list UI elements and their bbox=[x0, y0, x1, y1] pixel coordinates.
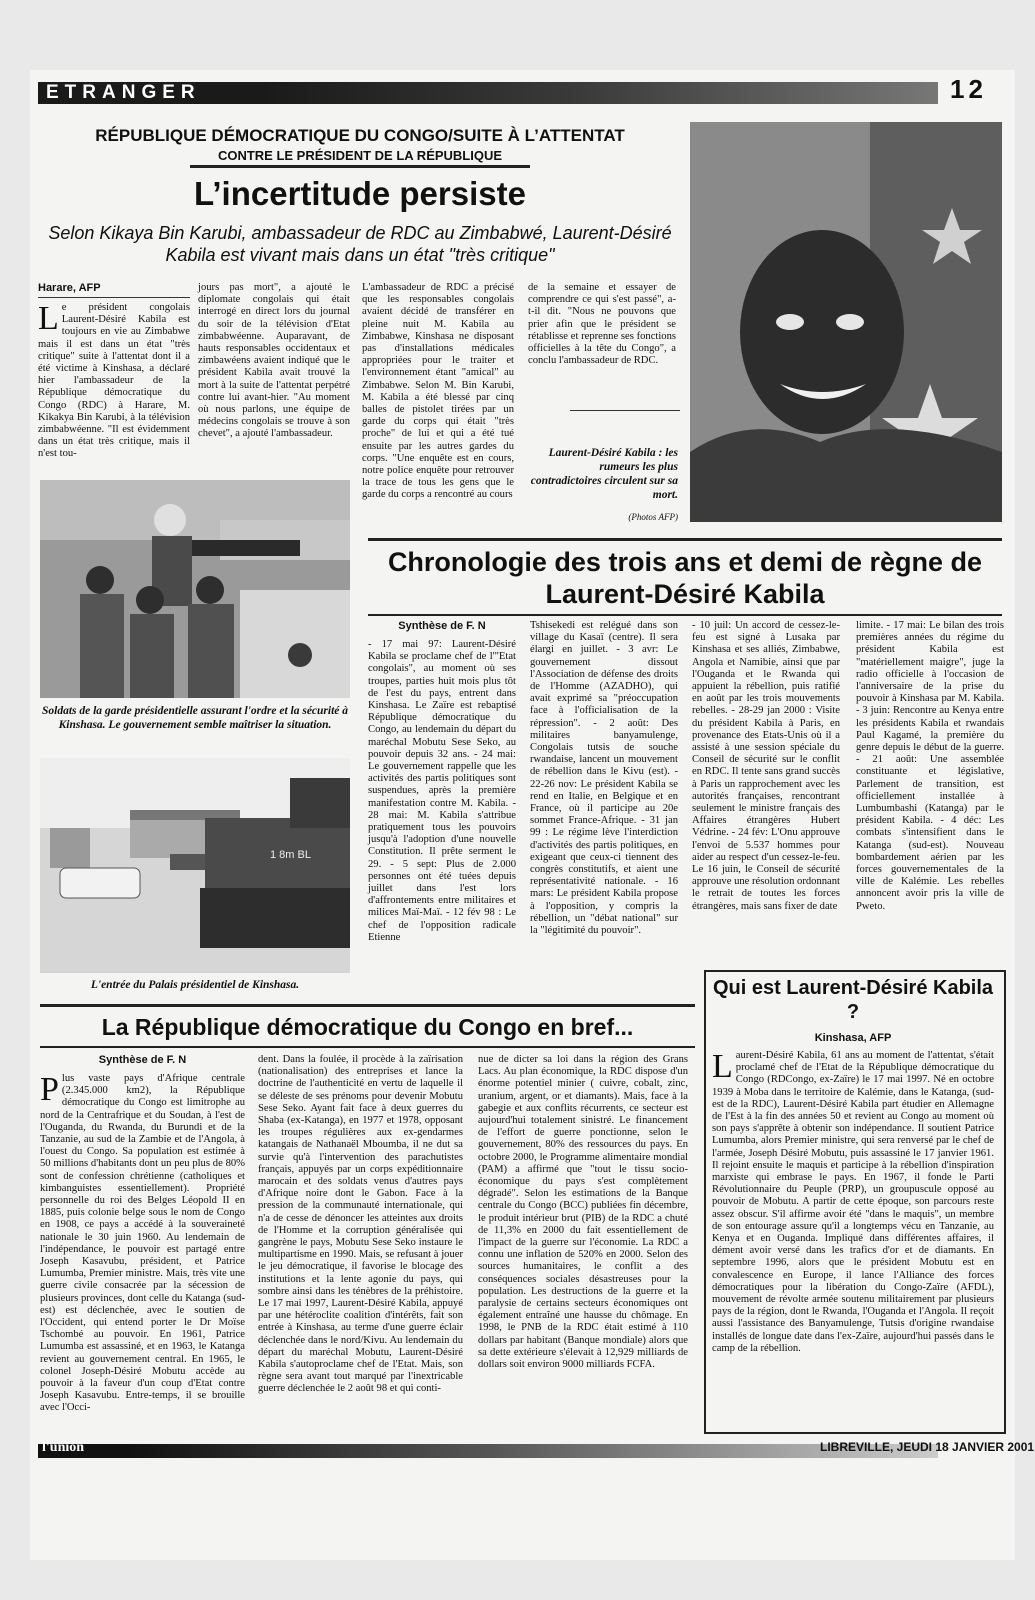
palace-photo bbox=[40, 758, 350, 973]
lead-column-4: de la semaine et essayer de comprendre ce qui s'est passé", a-t-il dit. "Nous ne pouvons que prier afin que le président se rétablisse et reprenne ses fonctions officielles à la tête du Congo", a conclu l'ambassadeur de RDC. bbox=[528, 282, 676, 367]
kabila-portrait-photo bbox=[690, 122, 1002, 522]
profile-dropcap: L bbox=[712, 1048, 733, 1085]
footer-bar bbox=[38, 1444, 938, 1458]
chronology-top-rule bbox=[368, 538, 1002, 541]
rdc-column-2: dent. Dans la foulée, il procède à la zaïrisation (nationalisation) des entreprises et lance la doctrine de l'authenticité en vertu de laquelle il se déleste de ses prénoms pour devenir Mobutu Sese Seko. Ayant fait face à deux guerres du Shaba (ex-Katanga), en 1977 et 1978, opposant les troupes régulières aux ex-gendarmes katangais de Nathanaël Mboumba, il ne dut sa survie qu'à l'intervention des parachutistes français, appuyés par un corps expéditionnaire marocain et des soldats venus d'autres pays d'Afrique noire dont le Gabon. Face à la pression de la communauté internationale, qui n'a de cesse de dénoncer les atteintes aux droits de l'Homme et la corruption généralisée qui gangrène le pays, Mobutu Sese Seko instaure le multipartisme en 1990. Mais, se refusant à jouer le jeu démocratique, il favorise le blocage des institutions et la lente agonie du pays, qui sombre ainsi dans les ténèbres de la préhistoire. Le 17 mai 1997, Laurent-Désiré Kabila, appuyé par une hétéroclite coalition d'intérêts, fait son entrée à Kinshasa, au terme d'une guerre éclair déclenchée dans le nord/Kivu. Au lendemain du départ du maréchal Mobutu, Laurent-Désiré Kabila s'autoproclame chef de l'Etat. Mais, son règne sera avant tout marqué par l'inextricable guerre déclenchée le 2 août 98 et qui conti- bbox=[258, 1054, 463, 1395]
profile-title: Qui est Laurent-Désiré Kabila ? bbox=[712, 977, 994, 1023]
page-number: 12 bbox=[950, 74, 987, 104]
lead-column-2: jours pas mort", a ajouté le diplomate congolais qui était interrogé en direct lors du journal du soir de la télévision d'Etat zimbabwéenne. Auparavant, de hauts responsables occidentaux et zimbawéens avaient indiqué que le président Kabila avait trouvé la mort à la suite de l'attentat perpétré contre lui avant-hier. "Au moment où nous parlons, une équipe de médecins congolais se trouve à son chevet", a ajouté l'ambassadeur. bbox=[198, 282, 350, 440]
rdc-dropcap: P bbox=[40, 1071, 59, 1108]
soldiers-illustration bbox=[40, 480, 350, 698]
palace-illustration bbox=[40, 758, 350, 973]
chronology-byline: Synthèse de F. N bbox=[398, 620, 486, 632]
lead-headline: L’incertitude persiste bbox=[194, 175, 526, 212]
section-label: ETRANGER bbox=[46, 82, 201, 103]
profile-text: aurent-Désiré Kabila, 61 ans au moment de l'attentat, s'était proclamé chef de l'Etat de la République démocratique du Congo (RDCongo, ex-Zaïre) le 17 mai 1997. Né en octobre 1939 à Moba dans le territoire de Kalémie, dans le Katanga, (sud-est de la RDC), Laurent-Désiré Kabila part étudier en Allemagne de l'Est à la fin des années 50 et revient au Congo au moment où son pays s'apprête à obtenir son indépendance. Il soutient Patrice Lumumba, alors Premier ministre, qui sera renversé par le chef de l'armée, Joseph Désiré Mobutu, puis assassiné le 17 janvier 1961. Il rejoint ensuite le maquis et participe à la rébellion d'inspiration marxiste qui embrase le pays. En 1967, il fonde le Parti Révolutionnaire du Peuple (PRP), un groupuscule opposé au pouvoir de Mobutu. A partir de cette époque, son parcours reste assez obscur. S'il affirme avoir été "dans le maquis", un membre de son entourage assure qu'il a longtemps vécu en Tanzanie, au Kenya et en Ouganda. Impliqué dans différentes affaires, il dément avoir versé dans les trafics d'or et de diamants. En septembre 1996, alors que le président Mobutu est en convalescence en Europe, il lance l'Alliance des forces démocratiques pour la libération du Congo-Zaïre (AFDL), mouvement de révolte armée soutenu militairement par plusieurs pays de la région, dont le Rwanda, l'Ouganda et l'Angola. Il reçoit aussi l'assistance des Banyamulenge, Tutsis d'origine rwandaise installés de longue date dans l'ex-Zaïre, aujourd'hui passés dans le camp de la rébellion. bbox=[712, 1050, 994, 1354]
soldiers-caption: Soldats de la garde présidentielle assurant l'ordre et la sécurité à Kinshasa. Le gouvernement semble maîtriser la situation. bbox=[41, 705, 349, 731]
chronology-rule bbox=[368, 614, 1002, 616]
rdc-rule bbox=[40, 1046, 695, 1048]
footer-date: LIBREVILLE, JEUDI 18 JANVIER 2001 bbox=[820, 1440, 1035, 1454]
lead-dateline: Harare, AFP bbox=[38, 282, 190, 298]
chronology-column-1 bbox=[368, 620, 516, 944]
soldiers-photo bbox=[40, 480, 350, 698]
lead-col1-text: e président congolais Laurent-Désiré Kabila est toujours en vie au Zimbabwe mais il est dans un état "très critique" suite à l'attentat dont il a été victime à Kinshasa, a déclaré hier l'ambassadeur de la République démocratique du Congo (RDC) à Harare, M. Kikakya Bin Karubi, à la télévision zimbabwéenne. "Il est évidemment dans un état très critique, mais il n'est tou- bbox=[38, 302, 190, 460]
rdc-title: La République démocratique du Congo en bref... bbox=[101, 1014, 634, 1040]
palace-caption: L'entrée du Palais présidentiel de Kinshasa. bbox=[90, 979, 300, 991]
rdc-column-1 bbox=[40, 1054, 245, 1415]
rdc-byline: Synthèse de F. N bbox=[98, 1054, 187, 1066]
rdc-top-rule bbox=[40, 1004, 695, 1007]
column-rule bbox=[570, 410, 680, 411]
chronology-column-2: Tshisekedi est relégué dans son village du Kasaï (centre). Il sera élargi en juillet. - 3 avr: Le gouvernement dissout l'Association de défense des droits de l'Homme (AZADHO), qui avait exprimé sa "préoccupation face à l'officialisation de la répression". - 2 août: Des militaires banyamulenge, Congolais tutsis de souche rwandaise, lancent un mouvement de rébellion dans le Kivu (est). - 22-26 nov: Le président Kabila se rend en Italie, en Belgique et en France, où il participe au 20e sommet France-Afrique. - 31 jan 99 : Le régime lève l'interdiction d'activités des partis politiques, en exigeant que ceux-ci tiennent des congrès constitutifs, et aient une représentativité nationale. - 16 mars: Le président Kabila propose à l'opposition, y compris la rébellion, un "débat national" sur la "légitimité du pouvoir". bbox=[530, 620, 678, 937]
chronology-column-3: - 10 juil: Un accord de cessez-le-feu est signé à Lusaka par Kinshasa et ses alliés, Zimbabwe, Angola et Namibie, ainsi que par l'Ouganda et le Rwanda qui appuient la rébellion, puis ratifié en août par les trois mouvements rebelles. - 28-29 jan 2000 : Visite du président Kabila à Paris, en provenance des Etats-Unis où il a assisté à une session spéciale du Conseil de sécurité sur le conflit en RDC. Il tente sans grand succès à Paris un rapprochement avec les autorités françaises, rencontrant seulement le ministre français des Affaires étrangères Hubert Védrine. - 24 fév: L'Onu approuve l'envoi de 5.537 hommes pour aider au respect d'un cessez-le-feu. Le 16 juin, le Conseil de sécurité approuve une résolution ordonnant le retrait de toutes les forces étrangères, mais sans fixer de date bbox=[692, 620, 840, 912]
lead-dropcap: L bbox=[38, 300, 59, 337]
portrait-caption: Laurent-Désiré Kabila : les rumeurs les plus contradictoires circulent sur sa mort. bbox=[530, 447, 678, 501]
lead-kicker-line2: CONTRE LE PRÉSIDENT DE LA RÉPUBLIQUE bbox=[190, 148, 530, 168]
lead-column-3: L'ambassadeur de RDC a précisé que les responsables congolais avaient décidé de transférer en pleine nuit M. Kabila au Zimbabwe, Kinshasa ne disposant pas d'installations médicales appropriées pour le traiter et l'environnement étant "amical" au Zimbabwe. Selon M. Bin Karubi, M. Kabila a été blessé par cinq balles de pistolet tirées par un garde du corps qui était "très proche" de lui et qui a été tué ensuite par les autres gardes du corps. "Une enquête est en cours, notre police enquête pour retrouver la trace de tous les gens que le garde du corps a rencontré au cours bbox=[362, 282, 514, 501]
chronology-column-4: limite. - 17 mai: Le bilan des trois premières années du régime du président Kabila est "matériellement maigre", juge la radio officielle à l'occasion de l'anniversaire de la prise du pouvoir à Kinshasa par M. Kabila. - 3 juin: Rencontre au Kenya entre les présidents Kabila et rwandais Paul Kagamé, la première du genre depuis le début de la guerre. - 21 août: Une assemblée constituante et législative, Parlement de transition, est officiellement installée à Lumbumbashi (Katanga) par le président Kabila. - 4 déc: Les combats s'intensifient dans le Katanga (sud-est). Nouveau bombardement aérien par les forces gouvernementales de la ville de Kalémie. Les rebelles annoncent avoir pris la ville de Pweto. bbox=[856, 620, 1004, 912]
lead-column-1 bbox=[38, 282, 190, 461]
lead-deck: Selon Kikaya Bin Karubi, ambassadeur de RDC au Zimbabwé, Laurent-Désiré Kabila est vivant mais dans un état "très critique" bbox=[48, 223, 672, 265]
chronology-col1-text: - 17 mai 97: Laurent-Désiré Kabila se proclame chef de l'"Etat congolais", au moment où ses troupes, parties huit mois plus tôt de l'est du pays, entrent dans Kinshasa. Le Zaïre est rebaptisé République démocratique du Congo, au lendemain du départ du maréchal Mobutu Sese Seko, au pouvoir depuis 32 ans. - 24 mai: Le gouvernement rappelle que les activités des partis politiques sont suspendues, après la première manifestation contre M. Kabila. - 28 mai: M. Kabila s'attribue pratiquement tous les pouvoirs jusqu'à l'adoption d'une nouvelle Constitution. Il prête serment le 29. - 5 sept: Plus de 2.000 personnes ont été tuées depuis juillet dans l'est lors d'affrontements entre militaires et milices Maï-Maï. - 12 fév 98 : Le chef de l'opposition radicale Etienne bbox=[368, 639, 516, 943]
lead-kicker: RÉPUBLIQUE DÉMOCRATIQUE DU CONGO/SUITE À L’ATTENTAT bbox=[95, 126, 625, 145]
photo-credit: (Photos AFP) bbox=[628, 512, 678, 522]
footer-brand: l'union bbox=[42, 1440, 85, 1455]
portrait-illustration bbox=[690, 122, 1002, 522]
rdc-col1-text: lus vaste pays d'Afrique centrale (2.345.000 km2), la République démocratique du Congo est limitrophe au nord de la Centrafrique et du Soudan, à l'est de l'Ouganda, du Rwanda, du Burundi et de la Tanzanie, au sud de la Zambie et de l'Angola, à l'ouest du Congo. Sa population est estimée à 50 millions d'habitants dont un peu plus de 80% sont de confession chrétienne (catholiques et kimbanguistes essentiellement). Propriété personnelle du roi des Belges Léopold II en 1885, puis colonie belge sous le nom de Congo en 1908, ce pays a accédé à la souveraineté nationale le 30 juin 1960. Au lendemain de l'indépendance, le pouvoir est partagé entre Joseph Kasavubu, président, et Patrice Lumumba, Premier ministre. Mais, très vite une guerre civile consacrée par la sécession de plusieurs provinces, dont celle du Katanga (sud-est) est déclenchée, avec le soutien de l'Occident, qui entend porter le Dr Moïse Tschombé au pouvoir. En 1961, Patrice Lumumba est assassiné, et en 1963, le Katanga revient au gouvernement central. En 1965, le colonel Joseph-Désiré Mobutu accède au pouvoir à la faveur d'un coup d'Etat contre Joseph Kasavubu. Entre-temps, il se brouille avec l'Occi- bbox=[40, 1073, 245, 1414]
chronology-title: Chronologie des trois ans et demi de règne de Laurent-Désiré Kabila bbox=[387, 547, 983, 609]
tank-marking: 1 8m BL bbox=[270, 849, 311, 861]
profile-dateline: Kinshasa, AFP bbox=[814, 1032, 892, 1044]
profile-text-block bbox=[712, 1050, 994, 1355]
rdc-column-3: nue de dicter sa loi dans la région des Grans Lacs. Au plan économique, la RDC dispose d'un énorme potentiel minier ( cuivre, cobalt, zinc, uranium, argent, or et diamants). Mais, face à la gabegie et aux conflits récurrents, ce secteur est aujourd'hui totalement sinistré. Le financement de l'effort de guerre ponctionne, selon le gouvernement, 80% des ressources du pays. En octobre 2000, le Programme alimentaire mondial (PAM) a affirmé que "tout le tissu socio-économique du pays s'est complètement dégradé". Selon les estimations de la Banque centrale du Congo (BCC) publiées fin décembre, le produit intérieur brut (PIB) de la RDC a chuté de 11,3% en 2000 du fait essentiellement de l'impact de la guerre sur l'économie. La RDC a connu une inflation de 520% en 2000. Selon des sources humanitaires, le conflit a des conséquences sociales désastreuses pour la population. Les destructions de la guerre et la paralysie de certains secteurs économiques ont également entraîné une hausse du chômage. En 1998, le PNB de la RDC était estimé à 110 dollars par habitant (Banque mondiale) alors que sa dette extérieure s'élevait à 12,929 milliards de dollars soit environ 9000 milliards FCFA. bbox=[478, 1054, 688, 1371]
section-rubric-bar bbox=[38, 82, 938, 104]
